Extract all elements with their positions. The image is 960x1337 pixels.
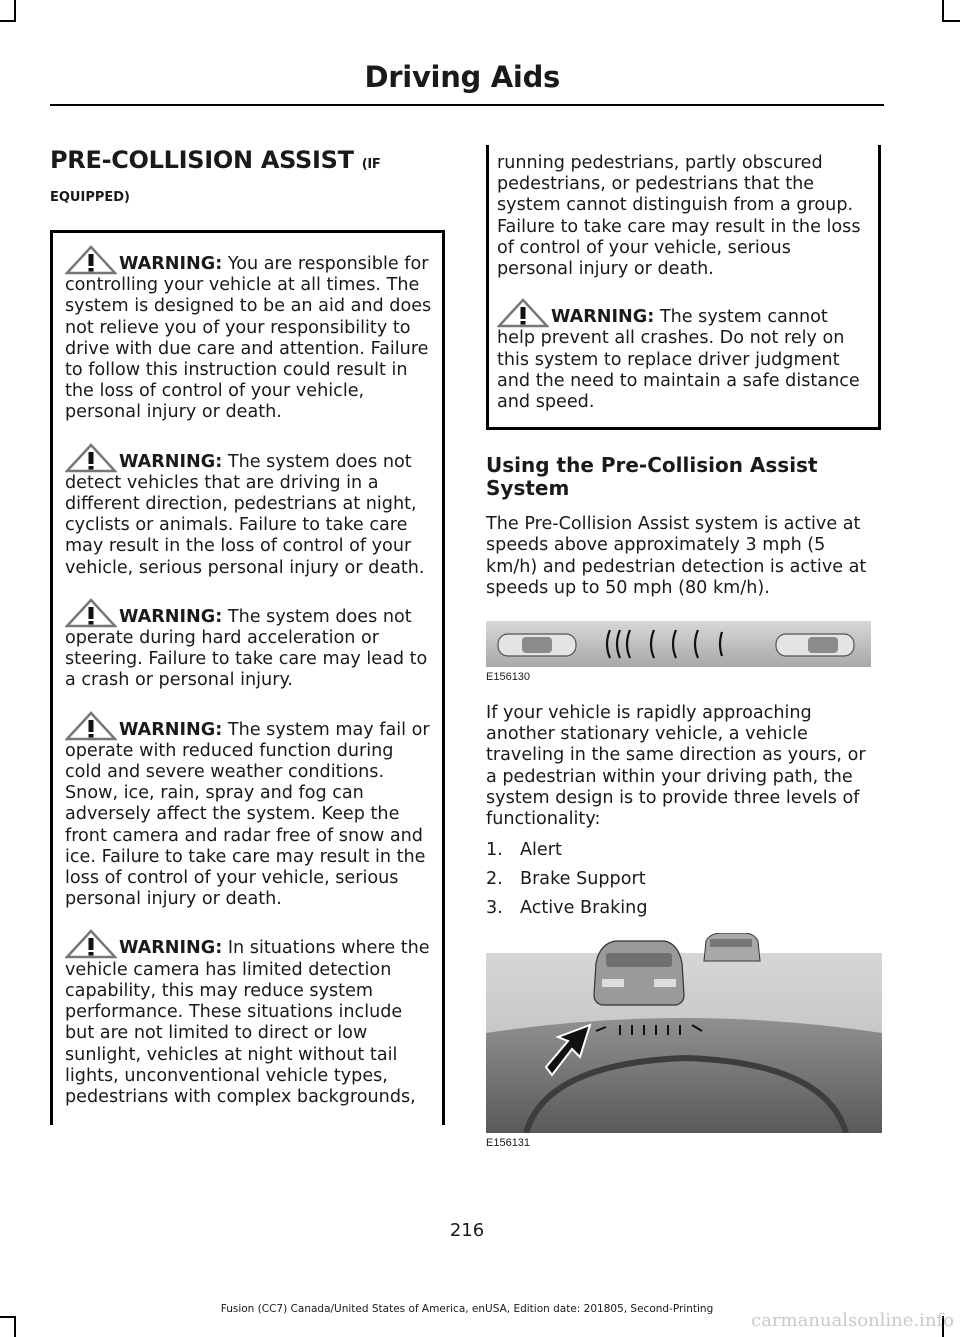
- warning-block: [65, 598, 434, 692]
- warning-label: WARNING:: [119, 451, 223, 472]
- list-number: 2.: [486, 869, 503, 890]
- warning-triangle-icon: [65, 245, 117, 275]
- figure-dashboard-warning: [486, 933, 881, 1149]
- warning-label: WARNING:: [119, 254, 223, 274]
- vehicle-radar-illustration: [486, 621, 871, 667]
- list-number: 1.: [486, 840, 503, 861]
- warning-block: [65, 443, 434, 579]
- warning-block: [65, 929, 434, 1108]
- warning-triangle-icon: [65, 929, 117, 959]
- list-label: Alert: [520, 840, 562, 861]
- warning-triangle-icon: [65, 711, 117, 741]
- intro-paragraph: The Pre-Collision Assist system is active at speeds above approximately 3 mph (5 km/h) and pedestrian detection is active at speeds up to 50 mph (80 km/h).: [486, 514, 867, 598]
- left-column: [50, 145, 445, 1125]
- warning-triangle-icon: [497, 298, 549, 328]
- crop-mark: [14, 0, 16, 22]
- figure-radar-alert: [486, 621, 881, 683]
- warning-block: [65, 245, 434, 424]
- warning-text: The system may fail or operate with reduced function during cold and severe weather conditions. Snow, ice, rain, spray and fog can adversely affect the system. Keep the front camera and radar free of snow and ice. Failure to take care may result in the loss of control of your vehicle, serious personal injury or death.: [65, 719, 430, 910]
- list-label: Brake Support: [520, 869, 646, 890]
- warning-label: WARNING:: [119, 719, 223, 740]
- warning-box: [50, 230, 445, 1125]
- crop-mark: [942, 20, 960, 22]
- warning-label: WARNING:: [119, 938, 223, 959]
- footer-edition-info: Fusion (CC7) Canada/United States of America, enUSA, Edition date: 201805, Second-Printing: [220, 1303, 714, 1315]
- car-icon: [776, 634, 854, 656]
- section-title-continuation: EQUIPPED): [50, 190, 130, 205]
- warning-text: In situations where the vehicle camera has limited detection capability, this may reduce system performance. These situations include but are not limited to direct or low sunlight, vehicles at night without tail lights, unconventional vehicle types, pedestrians with complex backgrounds,: [65, 938, 430, 1107]
- list-item: [486, 840, 881, 861]
- warning-block: [497, 298, 870, 413]
- list-item: [486, 898, 881, 919]
- header-rule: [50, 104, 884, 106]
- warning-text: The system does not operate during hard acceleration or steering. Failure to take care may lead to a crash or personal injury.: [65, 606, 428, 691]
- crop-mark: [0, 1316, 16, 1318]
- warning-box-continued: [486, 145, 881, 430]
- warning-label: WARNING:: [119, 606, 223, 627]
- functionality-levels-list: [486, 840, 881, 919]
- warning-triangle-icon: [65, 598, 117, 628]
- list-label: Active Braking: [520, 898, 648, 919]
- warning-label: WARNING:: [551, 307, 655, 328]
- page-number: 216: [449, 1220, 485, 1241]
- warning-text: The system cannot help prevent all crashes. Do not rely on this system to replace driver judgment and the need to maintain a safe distance and speed.: [497, 307, 860, 413]
- warning-triangle-icon: [65, 443, 117, 473]
- figure-code: E156130: [486, 671, 531, 684]
- warning-text: You are responsible for controlling your vehicle at all times. The system is designed to be an aid and does not relieve you of your responsibility to drive with due care and attention. Failure to follow this instruction could result in the loss of control of your vehicle, personal injury or death.: [65, 254, 432, 423]
- list-number: 3.: [486, 898, 503, 919]
- watermark: carmanualsonline.info: [751, 1310, 954, 1331]
- list-item: [486, 869, 881, 890]
- body-paragraph: If your vehicle is rapidly approaching another stationary vehicle, a vehicle traveling in the same direction as yours, or a pedestrian within your driving path, the system design is to provide three levels of functionality:: [486, 703, 866, 830]
- right-column: [486, 145, 881, 1149]
- section-title: [50, 145, 445, 180]
- page-header-title: Driving Aids: [364, 60, 560, 94]
- section-title-qualifier: (IF: [361, 157, 381, 172]
- crop-mark: [942, 0, 944, 22]
- crop-mark: [0, 20, 16, 22]
- section-title-main: PRE-COLLISION ASSIST: [50, 146, 354, 174]
- figure-code: E156131: [486, 1137, 531, 1150]
- crop-mark: [14, 1316, 16, 1337]
- warning-text: The system does not detect vehicles that are driving in a different direction, pedestrians at night, cyclists or animals. Failure to take care may result in the loss of control of your vehicle, serious personal injury or death.: [65, 451, 425, 578]
- car-icon: [498, 634, 576, 656]
- warning-continued-text: running pedestrians, partly obscured pedestrians, or pedestrians that the system cannot distinguish from a group. Failure to take care may result in the loss of control of your vehicle, serious personal injury or death.: [497, 153, 861, 280]
- dashboard-illustration: [486, 933, 882, 1133]
- car-icon: [594, 941, 684, 1005]
- warning-block: [65, 711, 434, 911]
- car-icon: [704, 933, 760, 961]
- subsection-title: Using the Pre-Collision Assist System: [486, 453, 818, 501]
